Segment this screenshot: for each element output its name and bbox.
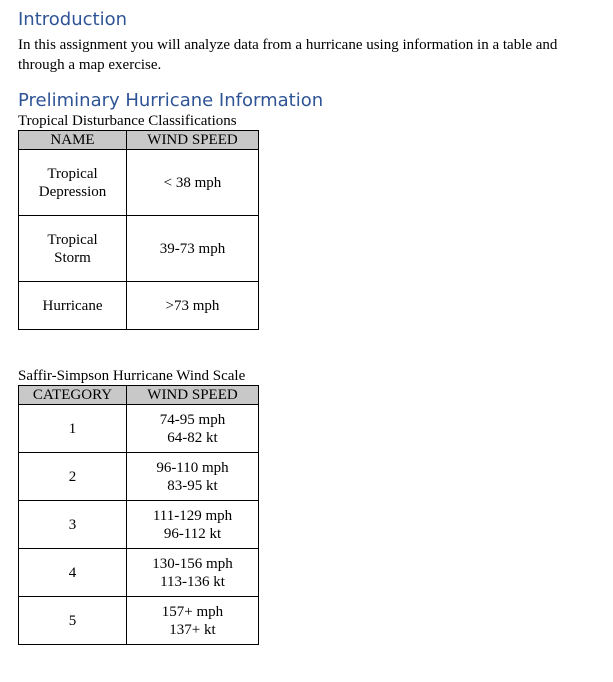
saffir-simpson-caption: Saffir-Simpson Hurricane Wind Scale: [18, 368, 246, 384]
table-cell-wind-speed: < 38 mph: [127, 150, 259, 216]
column-header-category: CATEGORY: [19, 386, 127, 405]
table-cell-wind-speed: [127, 549, 259, 597]
document-page: [18, 8, 608, 645]
disturbance-classification-table: [18, 130, 259, 330]
table-cell-wind-speed: >73 mph: [127, 282, 259, 330]
column-header-wind-speed: WIND SPEED: [127, 386, 259, 405]
table-cell-category: 2: [19, 453, 127, 501]
column-header-name: NAME: [19, 131, 127, 150]
wind-speed-mph: 130-156 mph: [152, 555, 233, 572]
table-cell-category: 3: [19, 501, 127, 549]
table-row: [19, 405, 259, 453]
table-cell-wind-speed: [127, 501, 259, 549]
table-row: [19, 501, 259, 549]
wind-speed-mph: 74-95 mph: [159, 411, 226, 428]
table-row: [19, 150, 259, 216]
table-cell-name: Hurricane: [19, 282, 127, 330]
table-cell-wind-speed: [127, 453, 259, 501]
table-cell-wind-speed: [127, 597, 259, 645]
cell-text-line: Depression: [38, 183, 107, 200]
table-cell-name: [19, 216, 127, 282]
wind-speed-mph: 111-129 mph: [152, 507, 233, 524]
wind-speed-kt: 137+ kt: [169, 621, 216, 638]
table-cell-wind-speed: 39-73 mph: [127, 216, 259, 282]
table-cell-category: 1: [19, 405, 127, 453]
cell-text-line: Storm: [54, 249, 91, 266]
cell-text-line: Tropical: [47, 165, 98, 182]
disturbance-table-caption: Tropical Disturbance Classifications: [18, 113, 237, 129]
table-row: [19, 216, 259, 282]
table-row: [19, 549, 259, 597]
wind-speed-kt: 96-112 kt: [163, 525, 222, 542]
table-row: [19, 282, 259, 330]
preliminary-info-heading: Preliminary Hurricane Information: [18, 90, 324, 111]
table-row: [19, 453, 259, 501]
table-header-row: [19, 386, 259, 405]
cell-text-line: Tropical: [47, 231, 98, 248]
table-header-row: [19, 131, 259, 150]
table-cell-category: 4: [19, 549, 127, 597]
introduction-paragraph: In this assignment you will analyze data from a hurricane using information in a table and through a map exercise.: [18, 37, 558, 73]
table-row: [19, 597, 259, 645]
column-header-wind-speed: WIND SPEED: [127, 131, 259, 150]
table-cell-category: 5: [19, 597, 127, 645]
introduction-heading: Introduction: [18, 9, 128, 30]
table-cell-wind-speed: [127, 405, 259, 453]
table-cell-name: [19, 150, 127, 216]
wind-speed-kt: 64-82 kt: [167, 429, 218, 446]
wind-speed-kt: 113-136 kt: [160, 573, 225, 590]
wind-speed-mph: 157+ mph: [161, 603, 224, 620]
wind-speed-kt: 83-95 kt: [167, 477, 218, 494]
wind-speed-mph: 96-110 mph: [156, 459, 229, 476]
saffir-simpson-table: [18, 385, 259, 645]
